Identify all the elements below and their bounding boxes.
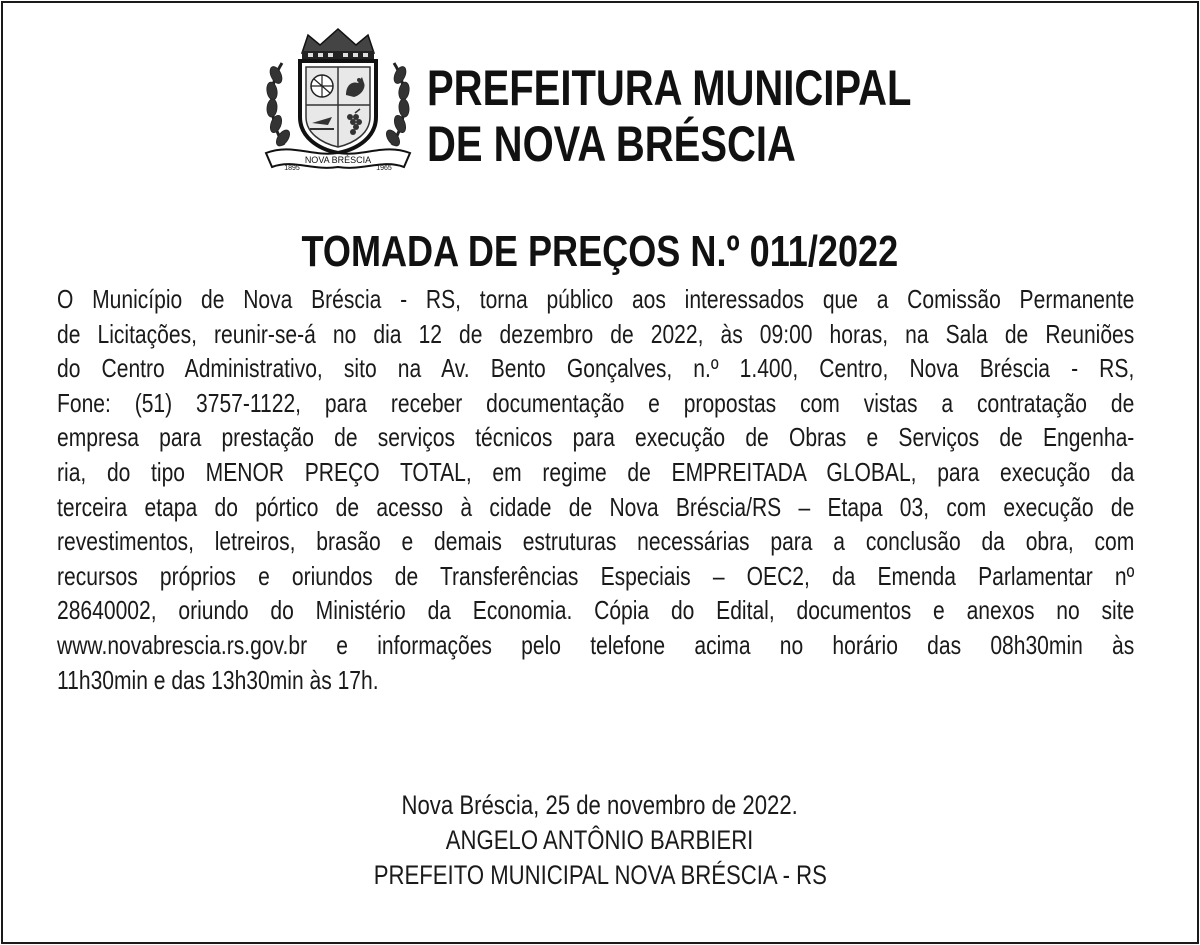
- crest-year-left: 1895: [284, 165, 300, 172]
- signature-place-date: Nova Bréscia, 25 de novembro de 2022.: [401, 790, 799, 820]
- notice-title: TOMADA DE PREÇOS N.º 011/2022: [301, 227, 899, 276]
- body-line: empresa para prestação de serviços técnicos para execução de Obras e Serviços de Engenha-: [57, 422, 1135, 453]
- crest-year-right: 1965: [376, 165, 392, 172]
- body-line: O Município de Nova Bréscia - RS, torna público aos interessados que a Comissão Permanente: [57, 284, 1135, 314]
- body-line: ria, do tipo MENOR PREÇO TOTAL, em regime de EMPREITADA GLOBAL, para execução da: [57, 456, 1135, 487]
- body-line: 11h30min e das 13h30min às 17h.: [57, 664, 379, 695]
- body-line: de Licitações, reunir-se-á no dia 12 de dezembro de 2022, às 09:00 horas, na Sala de Reuniões: [57, 318, 1135, 349]
- notice-title-wrap: [0, 226, 1200, 278]
- signature-block: [0, 788, 1200, 893]
- body-line: terceira etapa do pórtico de acesso à cidade de Nova Bréscia/RS – Etapa 03, com execução de: [57, 491, 1135, 522]
- body-line: www.novabrescia.rs.gov.br e informações pelo telefone acima no horário das 08h30min às: [57, 629, 1135, 660]
- organization-name-line-1: PREFEITURA MUNICIPAL: [427, 60, 912, 116]
- signature-name: ANGELO ANTÔNIO BARBIERI: [446, 825, 754, 855]
- body-line: 28640002, oriundo do Ministério da Economia. Cópia do Edital, documentos e anexos no site: [57, 595, 1135, 626]
- body-line: revestimentos, letreiros, brasão e demais estruturas necessárias para a conclusão da obra, com: [57, 526, 1135, 557]
- organization-name-line-2: DE NOVA BRÉSCIA: [427, 116, 796, 172]
- body-line: recursos próprios e oriundos de Transferências Especiais – OEC2, da Emenda Parlamentar nº: [57, 560, 1135, 591]
- organization-name: [427, 60, 911, 172]
- municipal-crest-icon: [262, 25, 414, 177]
- crest-motto: NOVA BRÉSCIA: [304, 155, 372, 165]
- signature-role: PREFEITO MUNICIPAL NOVA BRÉSCIA - RS: [373, 860, 827, 890]
- notice-body: [57, 282, 1134, 697]
- body-line: Fone: (51) 3757-1122, para receber documentação e propostas com vistas a contratação de: [57, 387, 1135, 418]
- body-line: do Centro Administrativo, sito na Av. Bento Gonçalves, n.º 1.400, Centro, Nova Bréscia - RS,: [57, 353, 1135, 384]
